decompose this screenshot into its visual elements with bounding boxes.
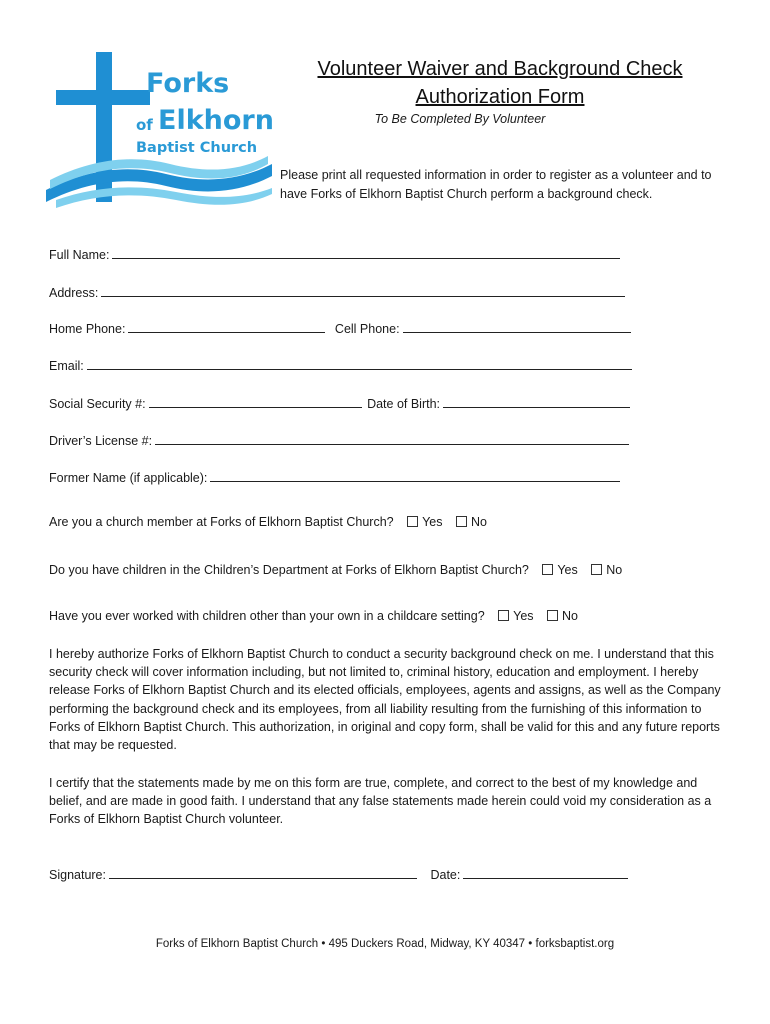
yes-label: Yes xyxy=(557,563,578,577)
yes-checkbox[interactable] xyxy=(407,516,418,527)
yes-checkbox[interactable] xyxy=(498,610,509,621)
cell-phone-label: Cell Phone: xyxy=(334,322,400,336)
ssn-dob-row xyxy=(49,395,630,411)
ssn-label: Social Security #: xyxy=(49,397,146,411)
email-field[interactable] xyxy=(87,357,632,370)
title-line-1: Volunteer Waiver and Background Check xyxy=(317,58,683,80)
footer-address: Forks of Elkhorn Baptist Church • 495 Duckers Road, Midway, KY 40347 • forksbaptist.org xyxy=(155,938,615,950)
email-label: Email: xyxy=(49,359,84,373)
address-row xyxy=(49,284,625,300)
signature-field[interactable] xyxy=(109,866,417,879)
no-checkbox[interactable] xyxy=(591,564,602,575)
license-row xyxy=(49,432,629,448)
question-childrens-department xyxy=(49,563,622,577)
cell-phone-field[interactable] xyxy=(403,320,631,333)
authorization-paragraph: I hereby authorize Forks of Elkhorn Baptist Church to conduct a security background check on me. I understand that this security check will cover information including, but not limited to, criminal history, education and employment. I hereby release Forks of Elkhorn Baptist Church and its elected officials, employees, agents and assigns, as well as the Company performing the background check and its employees, from all liability resulting from the furnishing of this information to Forks of Elkhorn Baptist Church. This authorization, in original and copy form, shall be valid for this and any future reports that may be requested. xyxy=(49,647,721,753)
no-label: No xyxy=(562,609,579,623)
home-phone-field[interactable] xyxy=(128,320,325,333)
question-text: Do you have children in the Children’s Department at Forks of Elkhorn Baptist Church? xyxy=(49,563,529,577)
yes-label: Yes xyxy=(422,515,443,529)
full-name-label: Full Name: xyxy=(49,248,110,262)
former-name-field[interactable] xyxy=(210,469,620,482)
no-label: No xyxy=(470,515,487,529)
yes-label: Yes xyxy=(513,609,534,623)
license-field[interactable] xyxy=(155,432,629,445)
former-name-label: Former Name (if applicable): xyxy=(49,471,208,485)
signature-label: Signature: xyxy=(49,868,106,882)
page-title xyxy=(290,55,710,111)
page-subtitle: To Be Completed By Volunteer xyxy=(374,112,546,126)
question-church-member xyxy=(49,515,487,529)
license-label: Driver’s License #: xyxy=(49,434,153,448)
full-name-field[interactable] xyxy=(112,246,620,259)
logo-text-forks: Forks xyxy=(146,68,230,99)
no-label: No xyxy=(606,563,623,577)
address-label: Address: xyxy=(49,286,99,300)
logo-text-of: of xyxy=(136,116,153,134)
phone-row xyxy=(49,320,631,336)
ssn-field[interactable] xyxy=(149,395,362,408)
address-field[interactable] xyxy=(101,284,625,297)
no-checkbox[interactable] xyxy=(456,516,467,527)
full-name-row xyxy=(49,246,620,262)
logo-text-baptist-church: Baptist Church xyxy=(136,140,258,156)
yes-checkbox[interactable] xyxy=(542,564,553,575)
title-line-2: Authorization Form xyxy=(415,86,585,108)
former-name-row xyxy=(49,469,620,485)
church-logo xyxy=(46,52,272,212)
question-childcare-experience xyxy=(49,609,578,623)
logo-text-elkhorn: Elkhorn xyxy=(158,105,274,136)
home-phone-label: Home Phone: xyxy=(49,322,126,336)
date-field[interactable] xyxy=(463,866,628,879)
signature-row xyxy=(49,866,628,882)
dob-field[interactable] xyxy=(443,395,630,408)
question-text: Are you a church member at Forks of Elkhorn Baptist Church? xyxy=(49,515,394,529)
question-text: Have you ever worked with children other than your own in a childcare setting? xyxy=(49,609,485,623)
email-row xyxy=(49,357,632,373)
date-label: Date: xyxy=(430,868,461,882)
no-checkbox[interactable] xyxy=(547,610,558,621)
intro-text: Please print all requested information in order to register as a volunteer and to have Forks of Elkhorn Baptist Church perform a background check. xyxy=(280,168,712,201)
dob-label: Date of Birth: xyxy=(367,397,441,411)
certification-paragraph: I certify that the statements made by me on this form are true, complete, and correct to the best of my knowledge and belief, and are made in good faith. I understand that any false statements made herein could void my consideration as a Forks of Elkhorn Baptist Church volunteer. xyxy=(49,776,712,827)
